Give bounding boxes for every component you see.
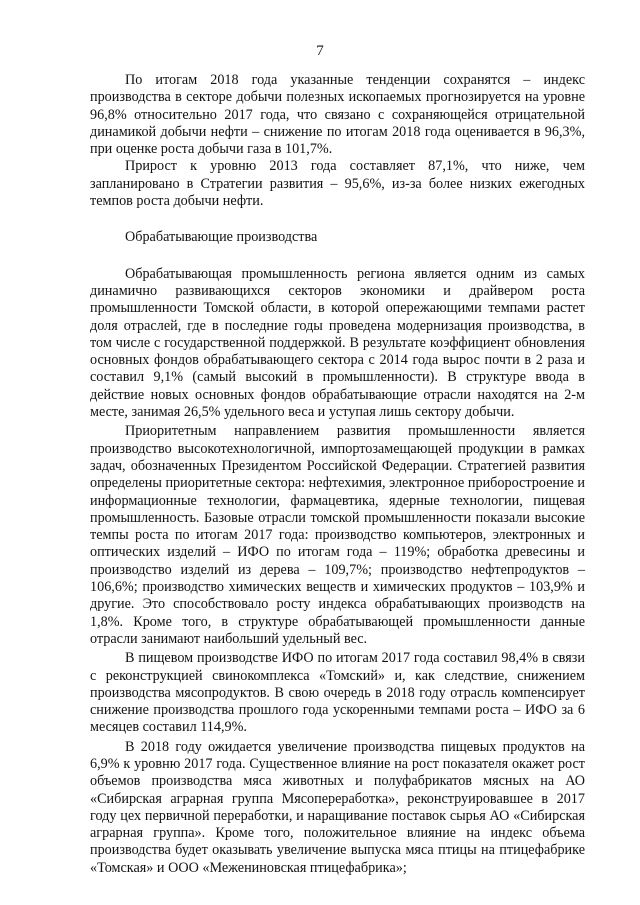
paragraph-food-production: В пищевом производстве ИФО по итогам 2017 года составил 98,4% в связи с реконструкцией свинокомплекса «Томский» и, как следствие, снижением производства мясопродуктов. В свою очередь в 2018 году отрасль компенсирует снижение производства прошлого года ускоренными темпами роста – ИФО за 6 месяцев составил 114,9%.	[90, 650, 585, 736]
page-number: 7	[316, 43, 324, 59]
paragraph-manufacturing-overview: Обрабатывающая промышленность региона является одним из самых динамично развивающихся секторов экономики и драйвером роста промышленности Томской области, в которой опережающими темпами растет доля отраслей, где в последние годы проведена модернизация производства, в том числе с государственной поддержкой. В результате коэффициент обновления основных фондов обрабатывающего сектора с 2014 года вырос почти в 2 раза и составил 9,1% (самый высокий в промышленности). В структуре ввода в действие новых основных фондов обрабатывающие отрасли находятся на 2-м месте, занимая 26,5% удельного веса и уступая лишь сектору добычи.	[90, 265, 585, 421]
paragraph-priority-direction: Приоритетным направлением развития промышленности является производство высокотехнологичной, импортозамещающей продукции в рамках задач, обозначенных Президентом Российской Федерации. Стратегией развития определены приоритетные сектора: нефтехимия, электронное приборостроение и информационные технологии, фармацевтика, ядерные технологии, пищевая промышленность. Базовые отрасли томской промышленности показали высокие темпы роста по итогам 2017 года: производство компьютеров, электронных и оптических изделий – ИФО по итогам года – 119%; обработка древесины и производство изделий из дерева – 109,7%; производство нефтепродуктов – 106,6%; производство химических веществ и химических продуктов – 103,9% и другие. Это способствовало росту индекса обрабатывающих производств на 1,8%. Кроме того, в структуре обрабатывающей промышленности данные отрасли занимают наибольший удельный вес.	[90, 423, 585, 647]
document-body	[90, 72, 585, 877]
paragraph-food-forecast-2018: В 2018 году ожидается увеличение производства пищевых продуктов на 6,9% к уровню 2017 года. Существенное влияние на рост показателя окажет рост объемов производства мяса животных и полуфабрикатов мясных на АО «Сибирская аграрная группа Мясопереработка», реконструировавшее в 2017 году цех первичной переработки, и наращивание поставок сырья АО «Сибирская аграрная группа». Кроме того, положительное влияние на индекс объема производства будет оказывать увеличение выпуска мяса птицы на птицефабрике «Томская» и ООО «Межениновская птицефабрика»;	[90, 738, 585, 876]
paragraph-mining-forecast: По итогам 2018 года указанные тенденции сохранятся – индекс производства в секторе добычи полезных ископаемых прогнозируется на уровне 96,8% относительно 2017 года, что связано с сохраняющейся отрицательной динамикой добычи нефти – снижение по итогам 2018 года оценивается в 96,3%, при оценке роста добычи газа в 101,7%.	[90, 72, 585, 158]
section-heading: Обрабатывающие производства	[125, 229, 318, 246]
paragraph-growth-2013: Прирост к уровню 2013 года составляет 87,1%, что ниже, чем запланировано в Стратегии развития – 95,6%, из-за более низких ежегодных темпов роста добычи нефти.	[90, 158, 585, 210]
